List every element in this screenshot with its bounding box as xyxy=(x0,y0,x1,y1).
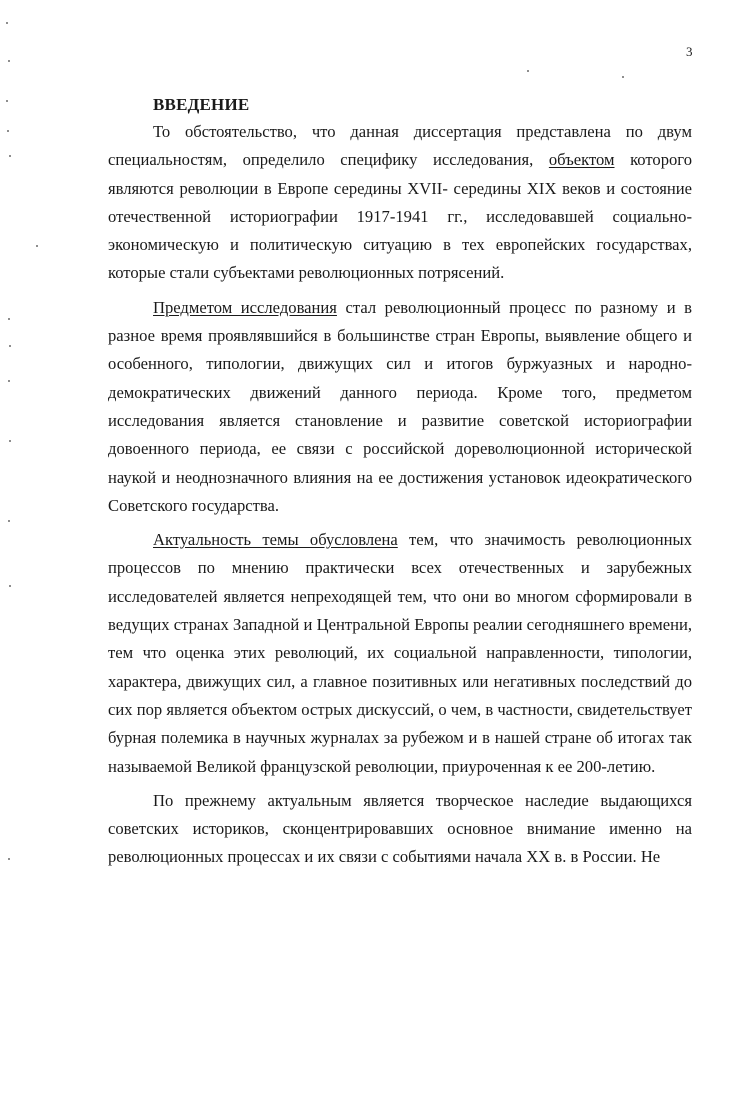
paragraph-subject xyxy=(108,294,692,520)
scan-speck xyxy=(6,100,8,102)
scan-speck xyxy=(36,245,38,247)
scan-speck xyxy=(8,60,10,62)
underlined-term: Актуальность темы обусловлена xyxy=(153,530,398,550)
scan-speck xyxy=(9,585,11,587)
paragraph-legacy xyxy=(108,787,692,872)
paragraph-object xyxy=(108,118,692,288)
paragraph-text: То обстоятельство, что данная диссертация представлена по двум специальностям, определило специфику исследования, xyxy=(108,122,692,170)
scan-speck xyxy=(9,440,11,442)
page-body xyxy=(108,92,692,875)
scan-speck xyxy=(6,22,8,24)
paragraph-text: тем, что значимость революционных процессов по мнению практически всех отечественных и зарубежных исследователей является непреходящей тем, что они во многом сформировали в ведущих странах Западной и Центральной Европы реалии сегодняшнего времени, тем что оценка этих революций, их социальной направленности, типологии, характера, движущих сил, а главное позитивных или негативных последствий до сих пор является объектом острых дискуссий, о чем, в частности, свидетельствует бурная полемика в научных журналах за рубежом и в нашей стране об итогах так называемой Великой французской революции, приуроченная к ее 200-летию. xyxy=(108,530,692,776)
scan-speck xyxy=(8,858,10,860)
page-number: 3 xyxy=(686,44,693,59)
paragraph-text: стал революционный процесс по разному и в разное время проявлявшийся в большинстве стран Европы, выявление общего и особенного, типологии, движущих сил и итогов буржуазных и народно-демократических движений данного периода. Кроме того, предметом исследования является становление и развитие советской историографии довоенного периода, ее связи с российской дореволюционной исторической наукой и неоднозначного влияния на ее достижения установок идеократического Советского государства. xyxy=(108,297,692,515)
paragraph-text: которого являются революции в Европе середины XVII- середины XIX веков и состояние отечественной историографии 1917-1941 гг., исследовавшей социально-экономическую и политическую ситуацию в тех европейских государствах, которые стали субъектами революционных потрясений. xyxy=(108,150,692,283)
scan-speck xyxy=(9,345,11,347)
scan-speck xyxy=(9,155,11,157)
underlined-term: Предметом исследования xyxy=(153,297,337,317)
scan-speck xyxy=(527,70,529,72)
paragraph-relevance xyxy=(108,526,692,781)
underlined-term: объектом xyxy=(548,150,615,170)
section-heading: ВВЕДЕНИЕ xyxy=(153,95,250,114)
scan-speck xyxy=(8,380,10,382)
scan-speck xyxy=(8,520,10,522)
paragraph-text: По прежнему актуальным является творческое наследие выдающихся советских историков, сконцентрировавших основное внимание именно на революционных процессах и их связи с событиями начала XX в. в России. Не xyxy=(108,790,692,867)
scan-speck xyxy=(7,130,9,132)
scan-speck xyxy=(8,318,10,320)
scan-speck xyxy=(622,76,624,78)
